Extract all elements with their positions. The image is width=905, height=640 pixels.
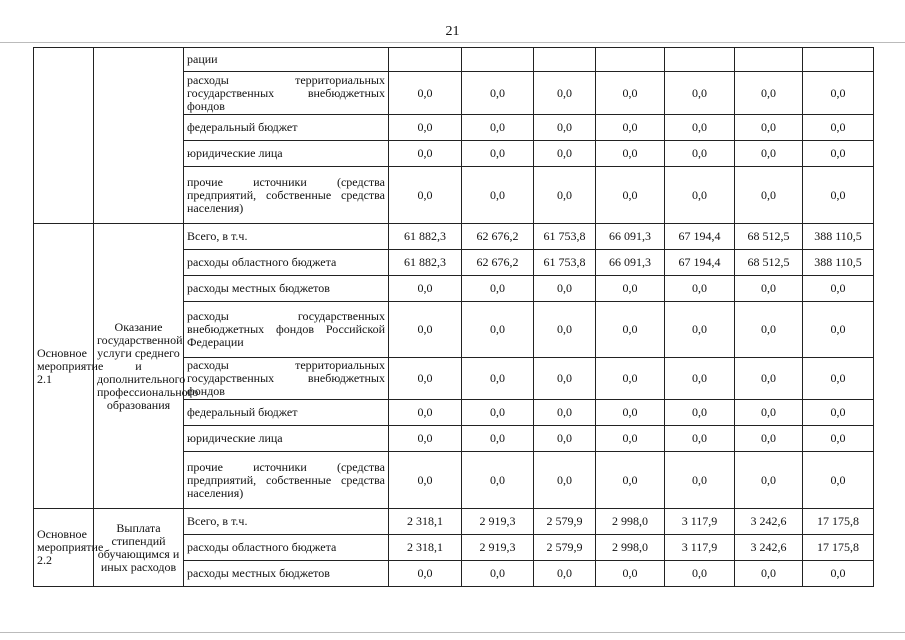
amount-cell: 0,0	[534, 276, 596, 302]
amount-cell	[596, 48, 665, 72]
funding-source-cell: федеральный бюджет	[184, 400, 389, 426]
amount-cell: 0,0	[803, 358, 874, 400]
amount-cell: 0,0	[596, 400, 665, 426]
amount-cell: 0,0	[389, 358, 462, 400]
amount-cell: 0,0	[534, 72, 596, 115]
funding-source-cell: расходы областного бюджета	[184, 250, 389, 276]
amount-cell: 0,0	[462, 452, 534, 509]
amount-cell: 3 117,9	[665, 509, 735, 535]
amount-cell: 67 194,4	[665, 250, 735, 276]
amount-cell: 0,0	[462, 115, 534, 141]
amount-cell: 61 882,3	[389, 224, 462, 250]
amount-cell: 0,0	[803, 115, 874, 141]
amount-cell: 0,0	[735, 452, 803, 509]
measure-name-cell: Основное мероприятие 2.1	[34, 224, 94, 509]
amount-cell: 0,0	[389, 426, 462, 452]
amount-cell: 2 998,0	[596, 509, 665, 535]
amount-cell: 3 117,9	[665, 535, 735, 561]
amount-cell: 0,0	[534, 400, 596, 426]
amount-cell: 2 318,1	[389, 535, 462, 561]
funding-source-cell: Всего, в т.ч.	[184, 509, 389, 535]
amount-cell: 61 753,8	[534, 224, 596, 250]
amount-cell: 2 579,9	[534, 535, 596, 561]
amount-cell: 0,0	[534, 115, 596, 141]
amount-cell: 0,0	[462, 167, 534, 224]
amount-cell: 0,0	[735, 400, 803, 426]
amount-cell: 0,0	[803, 167, 874, 224]
amount-cell: 0,0	[462, 400, 534, 426]
amount-cell: 0,0	[665, 141, 735, 167]
amount-cell: 0,0	[389, 561, 462, 587]
table-row	[34, 224, 874, 250]
amount-cell	[534, 48, 596, 72]
amount-cell: 2 579,9	[534, 509, 596, 535]
scan-frame-bottom	[0, 632, 905, 633]
funding-source-cell: расходы областного бюджета	[184, 535, 389, 561]
amount-cell: 0,0	[596, 276, 665, 302]
page-number: 21	[445, 24, 460, 39]
amount-cell: 0,0	[596, 115, 665, 141]
amount-cell: 388 110,5	[803, 250, 874, 276]
amount-cell: 2 919,3	[462, 509, 534, 535]
funding-source-cell: прочие источники (средства предприятий, собственные средства населения)	[184, 452, 389, 509]
amount-cell: 67 194,4	[665, 224, 735, 250]
amount-cell: 3 242,6	[735, 509, 803, 535]
amount-cell: 0,0	[735, 167, 803, 224]
measure-description-cell	[94, 48, 184, 224]
amount-cell: 66 091,3	[596, 224, 665, 250]
funding-source-cell: расходы местных бюджетов	[184, 276, 389, 302]
amount-cell	[462, 48, 534, 72]
amount-cell: 0,0	[665, 426, 735, 452]
measure-description-cell: Оказание государственной услуги среднего и дополнительного профессионального образования	[94, 224, 184, 509]
amount-cell: 0,0	[665, 276, 735, 302]
amount-cell: 0,0	[665, 452, 735, 509]
amount-cell: 0,0	[389, 276, 462, 302]
amount-cell: 0,0	[803, 72, 874, 115]
amount-cell: 0,0	[735, 141, 803, 167]
amount-cell: 0,0	[596, 302, 665, 358]
amount-cell: 62 676,2	[462, 250, 534, 276]
amount-cell	[735, 48, 803, 72]
measure-description-cell: Выплата стипендий обучающимся и иных расходов	[94, 509, 184, 587]
amount-cell: 0,0	[596, 141, 665, 167]
amount-cell: 68 512,5	[735, 250, 803, 276]
amount-cell: 0,0	[803, 561, 874, 587]
budget-table-body	[34, 48, 874, 587]
amount-cell: 17 175,8	[803, 509, 874, 535]
funding-source-cell: расходы территориальных государственных внебюджетных фондов	[184, 358, 389, 400]
amount-cell: 0,0	[803, 400, 874, 426]
amount-cell: 0,0	[803, 141, 874, 167]
amount-cell	[389, 48, 462, 72]
amount-cell: 0,0	[534, 452, 596, 509]
amount-cell: 0,0	[665, 561, 735, 587]
budget-table	[33, 47, 874, 587]
scan-frame-top	[0, 42, 905, 43]
amount-cell: 17 175,8	[803, 535, 874, 561]
amount-cell: 0,0	[665, 167, 735, 224]
measure-name-cell	[34, 48, 94, 224]
amount-cell: 0,0	[665, 358, 735, 400]
amount-cell: 0,0	[534, 167, 596, 224]
amount-cell: 61 882,3	[389, 250, 462, 276]
amount-cell: 0,0	[803, 452, 874, 509]
amount-cell: 2 998,0	[596, 535, 665, 561]
amount-cell: 0,0	[735, 72, 803, 115]
amount-cell: 62 676,2	[462, 224, 534, 250]
amount-cell: 0,0	[462, 561, 534, 587]
amount-cell: 0,0	[389, 72, 462, 115]
amount-cell: 0,0	[596, 72, 665, 115]
amount-cell: 0,0	[735, 561, 803, 587]
amount-cell: 0,0	[534, 358, 596, 400]
amount-cell: 66 091,3	[596, 250, 665, 276]
amount-cell: 0,0	[803, 276, 874, 302]
amount-cell: 0,0	[596, 426, 665, 452]
amount-cell: 0,0	[665, 115, 735, 141]
amount-cell: 0,0	[735, 276, 803, 302]
amount-cell: 0,0	[389, 115, 462, 141]
amount-cell: 0,0	[665, 72, 735, 115]
amount-cell: 0,0	[462, 72, 534, 115]
amount-cell: 0,0	[389, 167, 462, 224]
amount-cell: 388 110,5	[803, 224, 874, 250]
funding-source-cell: рации	[184, 48, 389, 72]
measure-name-cell: Основное мероприятие 2.2	[34, 509, 94, 587]
amount-cell: 0,0	[596, 358, 665, 400]
amount-cell: 0,0	[803, 426, 874, 452]
amount-cell: 0,0	[596, 167, 665, 224]
table-row	[34, 48, 874, 72]
amount-cell	[803, 48, 874, 72]
amount-cell: 0,0	[534, 141, 596, 167]
amount-cell: 0,0	[803, 302, 874, 358]
amount-cell: 0,0	[389, 141, 462, 167]
amount-cell: 0,0	[596, 452, 665, 509]
amount-cell: 0,0	[735, 115, 803, 141]
amount-cell: 0,0	[389, 452, 462, 509]
funding-source-cell: расходы государственных внебюджетных фондов Российской Федерации	[184, 302, 389, 358]
amount-cell: 61 753,8	[534, 250, 596, 276]
amount-cell: 0,0	[665, 302, 735, 358]
funding-source-cell: юридические лица	[184, 141, 389, 167]
amount-cell: 0,0	[462, 141, 534, 167]
amount-cell: 0,0	[596, 561, 665, 587]
amount-cell: 0,0	[389, 400, 462, 426]
amount-cell: 0,0	[534, 426, 596, 452]
amount-cell: 0,0	[462, 426, 534, 452]
amount-cell: 2 919,3	[462, 535, 534, 561]
amount-cell: 0,0	[735, 426, 803, 452]
funding-source-cell: прочие источники (средства предприятий, собственные средства населения)	[184, 167, 389, 224]
amount-cell: 0,0	[534, 561, 596, 587]
funding-source-cell: расходы местных бюджетов	[184, 561, 389, 587]
amount-cell: 68 512,5	[735, 224, 803, 250]
amount-cell: 0,0	[735, 358, 803, 400]
amount-cell: 0,0	[735, 302, 803, 358]
amount-cell: 0,0	[665, 400, 735, 426]
amount-cell: 0,0	[462, 302, 534, 358]
amount-cell: 2 318,1	[389, 509, 462, 535]
amount-cell: 0,0	[534, 302, 596, 358]
amount-cell: 0,0	[389, 302, 462, 358]
table-row	[34, 509, 874, 535]
funding-source-cell: расходы территориальных государственных внебюджетных фондов	[184, 72, 389, 115]
amount-cell	[665, 48, 735, 72]
amount-cell: 0,0	[462, 358, 534, 400]
funding-source-cell: юридические лица	[184, 426, 389, 452]
amount-cell: 3 242,6	[735, 535, 803, 561]
amount-cell: 0,0	[462, 276, 534, 302]
funding-source-cell: Всего, в т.ч.	[184, 224, 389, 250]
funding-source-cell: федеральный бюджет	[184, 115, 389, 141]
